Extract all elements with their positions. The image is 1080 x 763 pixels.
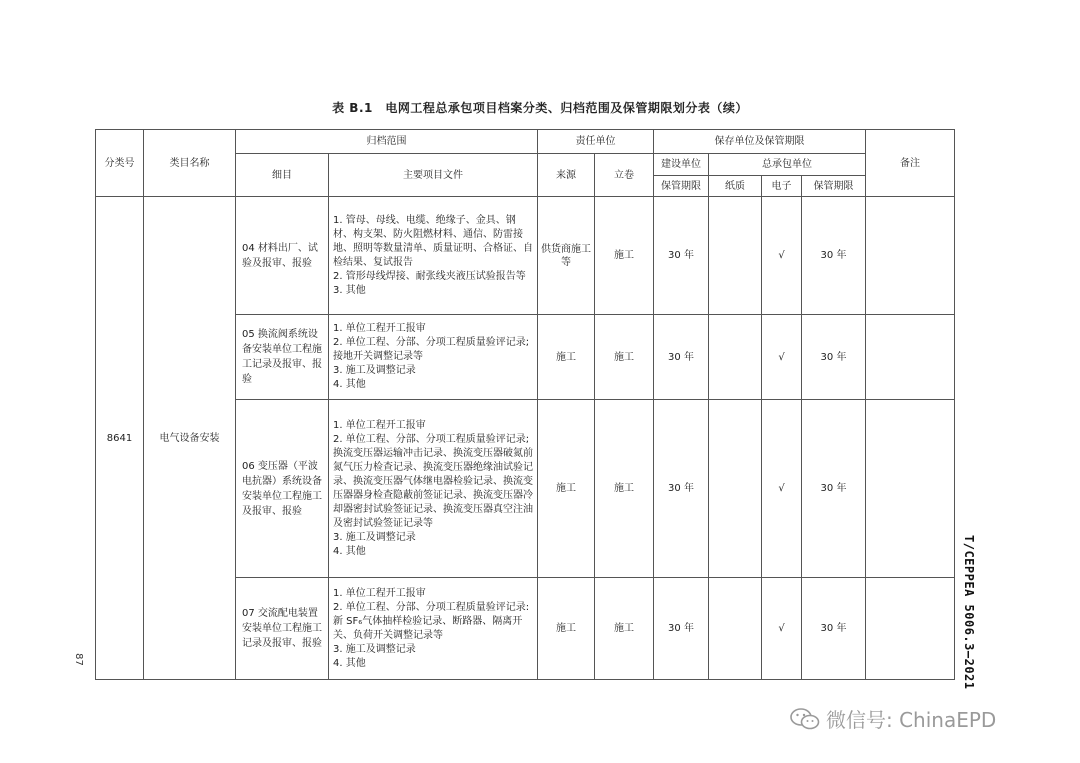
electronic-check: √	[762, 578, 802, 680]
detail-cell: 06 变压器（平波电抗器）系统设备安装单位工程施工及报审、报验	[236, 400, 329, 578]
header-main-files: 主要项目文件	[329, 154, 538, 197]
page-number: 87	[72, 653, 84, 666]
file-line: 3. 施工及调整记录	[333, 643, 416, 655]
electronic-check: √	[762, 315, 802, 400]
archive-table	[95, 129, 955, 680]
wechat-icon	[790, 707, 820, 731]
contractor-period-cell: 30 年	[802, 197, 866, 315]
table-row	[96, 197, 955, 315]
contractor-period-cell: 30 年	[802, 578, 866, 680]
header-electronic: 电子	[762, 176, 802, 197]
owner-period-cell: 30 年	[654, 578, 709, 680]
header-source: 来源	[538, 154, 595, 197]
header-paper: 纸质	[709, 176, 762, 197]
paper-cell	[709, 315, 762, 400]
detail-cell: 04 材料出厂、试验及报审、报验	[236, 197, 329, 315]
paper-cell	[709, 400, 762, 578]
file-line: 1. 单位工程开工报审	[333, 323, 426, 334]
header-contractor-unit: 总承包单位	[709, 154, 866, 176]
watermark-text: 微信号: ChinaEPD	[826, 708, 997, 732]
paper-cell	[709, 578, 762, 680]
detail-cell: 05 换流阀系统设备安装单位工程施工记录及报审、报验	[236, 315, 329, 400]
header-detail: 细目	[236, 154, 329, 197]
paper-cell	[709, 197, 762, 315]
header-filing: 立卷	[595, 154, 654, 197]
remarks-cell	[866, 197, 955, 315]
owner-period-cell: 30 年	[654, 197, 709, 315]
watermark	[790, 704, 996, 733]
header-category-no: 分类号	[96, 130, 144, 197]
remarks-cell	[866, 578, 955, 680]
owner-period-cell: 30 年	[654, 315, 709, 400]
file-line: 1. 单位工程开工报审	[333, 419, 426, 431]
category-name: 电气设备安装	[144, 197, 236, 680]
filing-cell: 施工	[595, 197, 654, 315]
header-responsible: 责任单位	[538, 130, 654, 154]
file-line: 1. 单位工程开工报审	[333, 587, 426, 599]
header-category-name: 类目名称	[144, 130, 236, 197]
remarks-cell	[866, 315, 955, 400]
file-line: 3. 施工及调整记录	[333, 365, 416, 376]
owner-period-cell: 30 年	[654, 400, 709, 578]
file-line: 4. 其他	[333, 379, 366, 390]
filing-cell: 施工	[595, 578, 654, 680]
source-cell: 施工	[538, 578, 595, 680]
header-retention: 保存单位及保管期限	[654, 130, 866, 154]
files-cell	[329, 197, 538, 315]
header-scope: 归档范围	[236, 130, 538, 154]
remarks-cell	[866, 400, 955, 578]
file-line: 1. 管母、母线、电缆、绝缘子、金具、钢材、构支架、防火阻燃材料、通信、防雷接地、照明等数量清单、质量证明、合格证、自检结果、复试报告	[333, 214, 533, 268]
file-line: 4. 其他	[333, 545, 366, 557]
file-line: 2. 管形母线焊接、耐张线夹液压试验报告等	[333, 270, 526, 282]
header-owner-period: 保管期限	[654, 176, 709, 197]
files-cell	[329, 315, 538, 400]
electronic-check: √	[762, 197, 802, 315]
contractor-period-cell: 30 年	[802, 400, 866, 578]
table-title: 表 B.1 电网工程总承包项目档案分类、归档范围及保管期限划分表（续）	[332, 101, 748, 115]
header-remarks: 备注	[866, 130, 955, 197]
file-line: 2. 单位工程、分部、分项工程质量验评记录;接地开关调整记录等	[333, 337, 530, 362]
files-cell	[329, 400, 538, 578]
file-line: 3. 其他	[333, 284, 366, 296]
category-no: 8641	[96, 197, 144, 680]
source-cell: 施工	[538, 315, 595, 400]
header-owner-unit: 建设单位	[654, 154, 709, 176]
filing-cell: 施工	[595, 315, 654, 400]
standard-code: T/CEPPEA 5006.3—2021	[962, 535, 976, 690]
contractor-period-cell: 30 年	[802, 315, 866, 400]
detail-cell: 07 交流配电装置安装单位工程施工记录及报审、报验	[236, 578, 329, 680]
header-contractor-period: 保管期限	[802, 176, 866, 197]
file-line: 3. 施工及调整记录	[333, 531, 416, 543]
files-cell	[329, 578, 538, 680]
file-line: 2. 单位工程、分部、分项工程质量验评记录;换流变压器运输冲击记录、换流变压器破氮前氮气压力检查记录、换流变压器绝缘油试验记录、换流变压器气体继电器检验记录、换流变压器器身检查隐蔽前签证记录、换流变压器冷却器密封试验签证记录、换流变压器真空注油及密封试验签证记录等	[333, 433, 533, 529]
filing-cell: 施工	[595, 400, 654, 578]
file-line: 4. 其他	[333, 657, 366, 669]
source-cell: 施工	[538, 400, 595, 578]
electronic-check: √	[762, 400, 802, 578]
source-cell: 供货商施工等	[538, 197, 595, 315]
file-line: 2. 单位工程、分部、分项工程质量验评记录:新 SF₆气体抽样检验记录、断路器、隔离开关、负荷开关调整记录等	[333, 601, 530, 641]
